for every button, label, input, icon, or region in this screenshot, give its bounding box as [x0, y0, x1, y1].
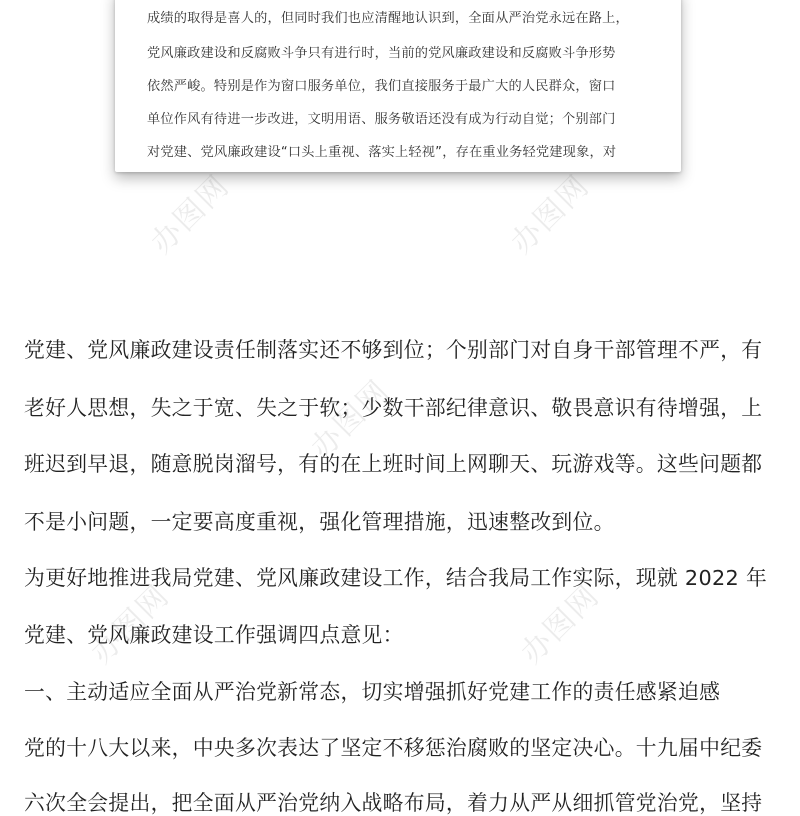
card-text-line: 对党建、党风廉政建设“口头上重视、落实上轻视”，存在重业务轻党建现象，对	[147, 145, 617, 160]
card-text-line: 党风廉政建设和反腐败斗争只有进行时，当前的党风廉政建设和反腐败斗争形势	[147, 46, 616, 61]
body-text-line: 党的十八大以来，中央多次表达了坚定不移惩治腐败的坚定决心。十九届中纪委	[24, 736, 763, 760]
watermark: 办图网	[514, 578, 607, 671]
body-text-line: 为更好地推进我局党建、党风廉政建设工作，结合我局工作实际，现就 2022 年	[24, 566, 768, 590]
body-text-line: 老好人思想，失之于宽、失之于软；少数干部纪律意识、敬畏意识有待增强，上	[24, 396, 763, 420]
section-heading: 一、主动适应全面从严治党新常态，切实增强抓好党建工作的责任感紧迫感	[24, 680, 721, 704]
card-text-line: 成绩的取得是喜人的，但同时我们也应清醒地认识到，全面从严治党永远在路上，	[147, 11, 629, 26]
watermark: 办图网	[84, 578, 177, 671]
body-text-line: 党建、党风廉政建设责任制落实还不够到位；个别部门对自身干部管理不严，有	[24, 338, 763, 362]
card-text-line: 依然严峻。特别是作为窗口服务单位，我们直接服务于最广大的人民群众，窗口	[147, 79, 616, 94]
body-text-line: 不是小问题，一定要高度重视，强化管理措施，迅速整改到位。	[24, 510, 615, 534]
card-text-line: 单位作风有待进一步改进，文明用语、服务敬语还没有成为行动自觉；个别部门	[147, 112, 616, 127]
watermark: 办图网	[504, 168, 597, 261]
watermark: 办图网	[304, 373, 397, 466]
body-text-line: 六次全会提出，把全面从严治党纳入战略布局，着力从严从细抓管党治党，坚持	[24, 791, 763, 815]
document-card	[115, 0, 681, 172]
body-text-line: 党建、党风廉政建设工作强调四点意见：	[24, 623, 404, 647]
watermark: 办图网	[144, 168, 237, 261]
body-text-line: 班迟到早退，随意脱岗溜号，有的在上班时间上网聊天、玩游戏等。这些问题都	[24, 452, 763, 476]
